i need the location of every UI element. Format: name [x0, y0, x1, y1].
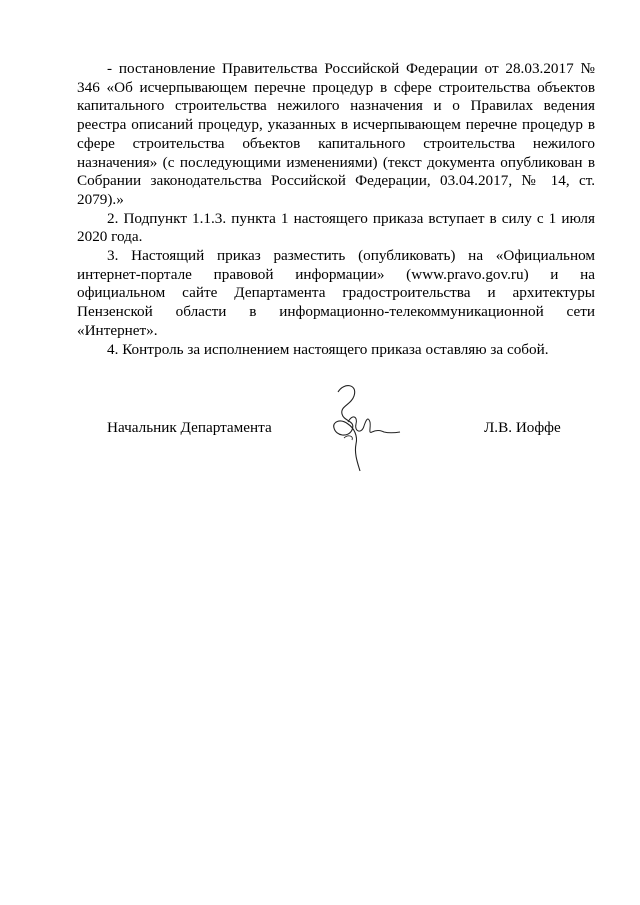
- signature-row: [0, 419, 640, 449]
- document-body: [77, 60, 595, 359]
- paragraph-2-effective-date: 2. Подпункт 1.1.3. пункта 1 настоящего приказа вступает в силу с 1 июля 2020 года.: [77, 209, 595, 246]
- paragraph-4-control: 4. Контроль за исполнением настоящего приказа оставляю за собой.: [107, 340, 549, 358]
- paragraph-list-item-decree: - постановление Правительства Российской Федерации от 28.03.2017 № 346 «Об исчерпывающем перечне процедур в сфере строительства объектов капитального строительства нежилого назначения и о Правилах ведения реестра описаний процедур, указанных в исчерпывающем перечне процедур в сфере строительства объектов капитального строительства нежилого назначения» (с последующими изменениями) (текст документа опубликован в Собрании законодательства Российской Федерации, 03.04.2017, № 14, ст. 2079).»: [77, 60, 595, 208]
- paragraph-3-publication: 3. Настоящий приказ разместить (опубликовать) на «Официальном интернет-портале правовой информации» (www.pravo.gov.ru) и на официальном сайте Департамента градостроительства и архитектуры Пензенской области в информационно-телекоммуникационной сети «Интернет».: [77, 247, 595, 339]
- signatory-title: Начальник Департамента: [107, 419, 272, 436]
- signatory-name: Л.В. Иоффе: [484, 419, 561, 436]
